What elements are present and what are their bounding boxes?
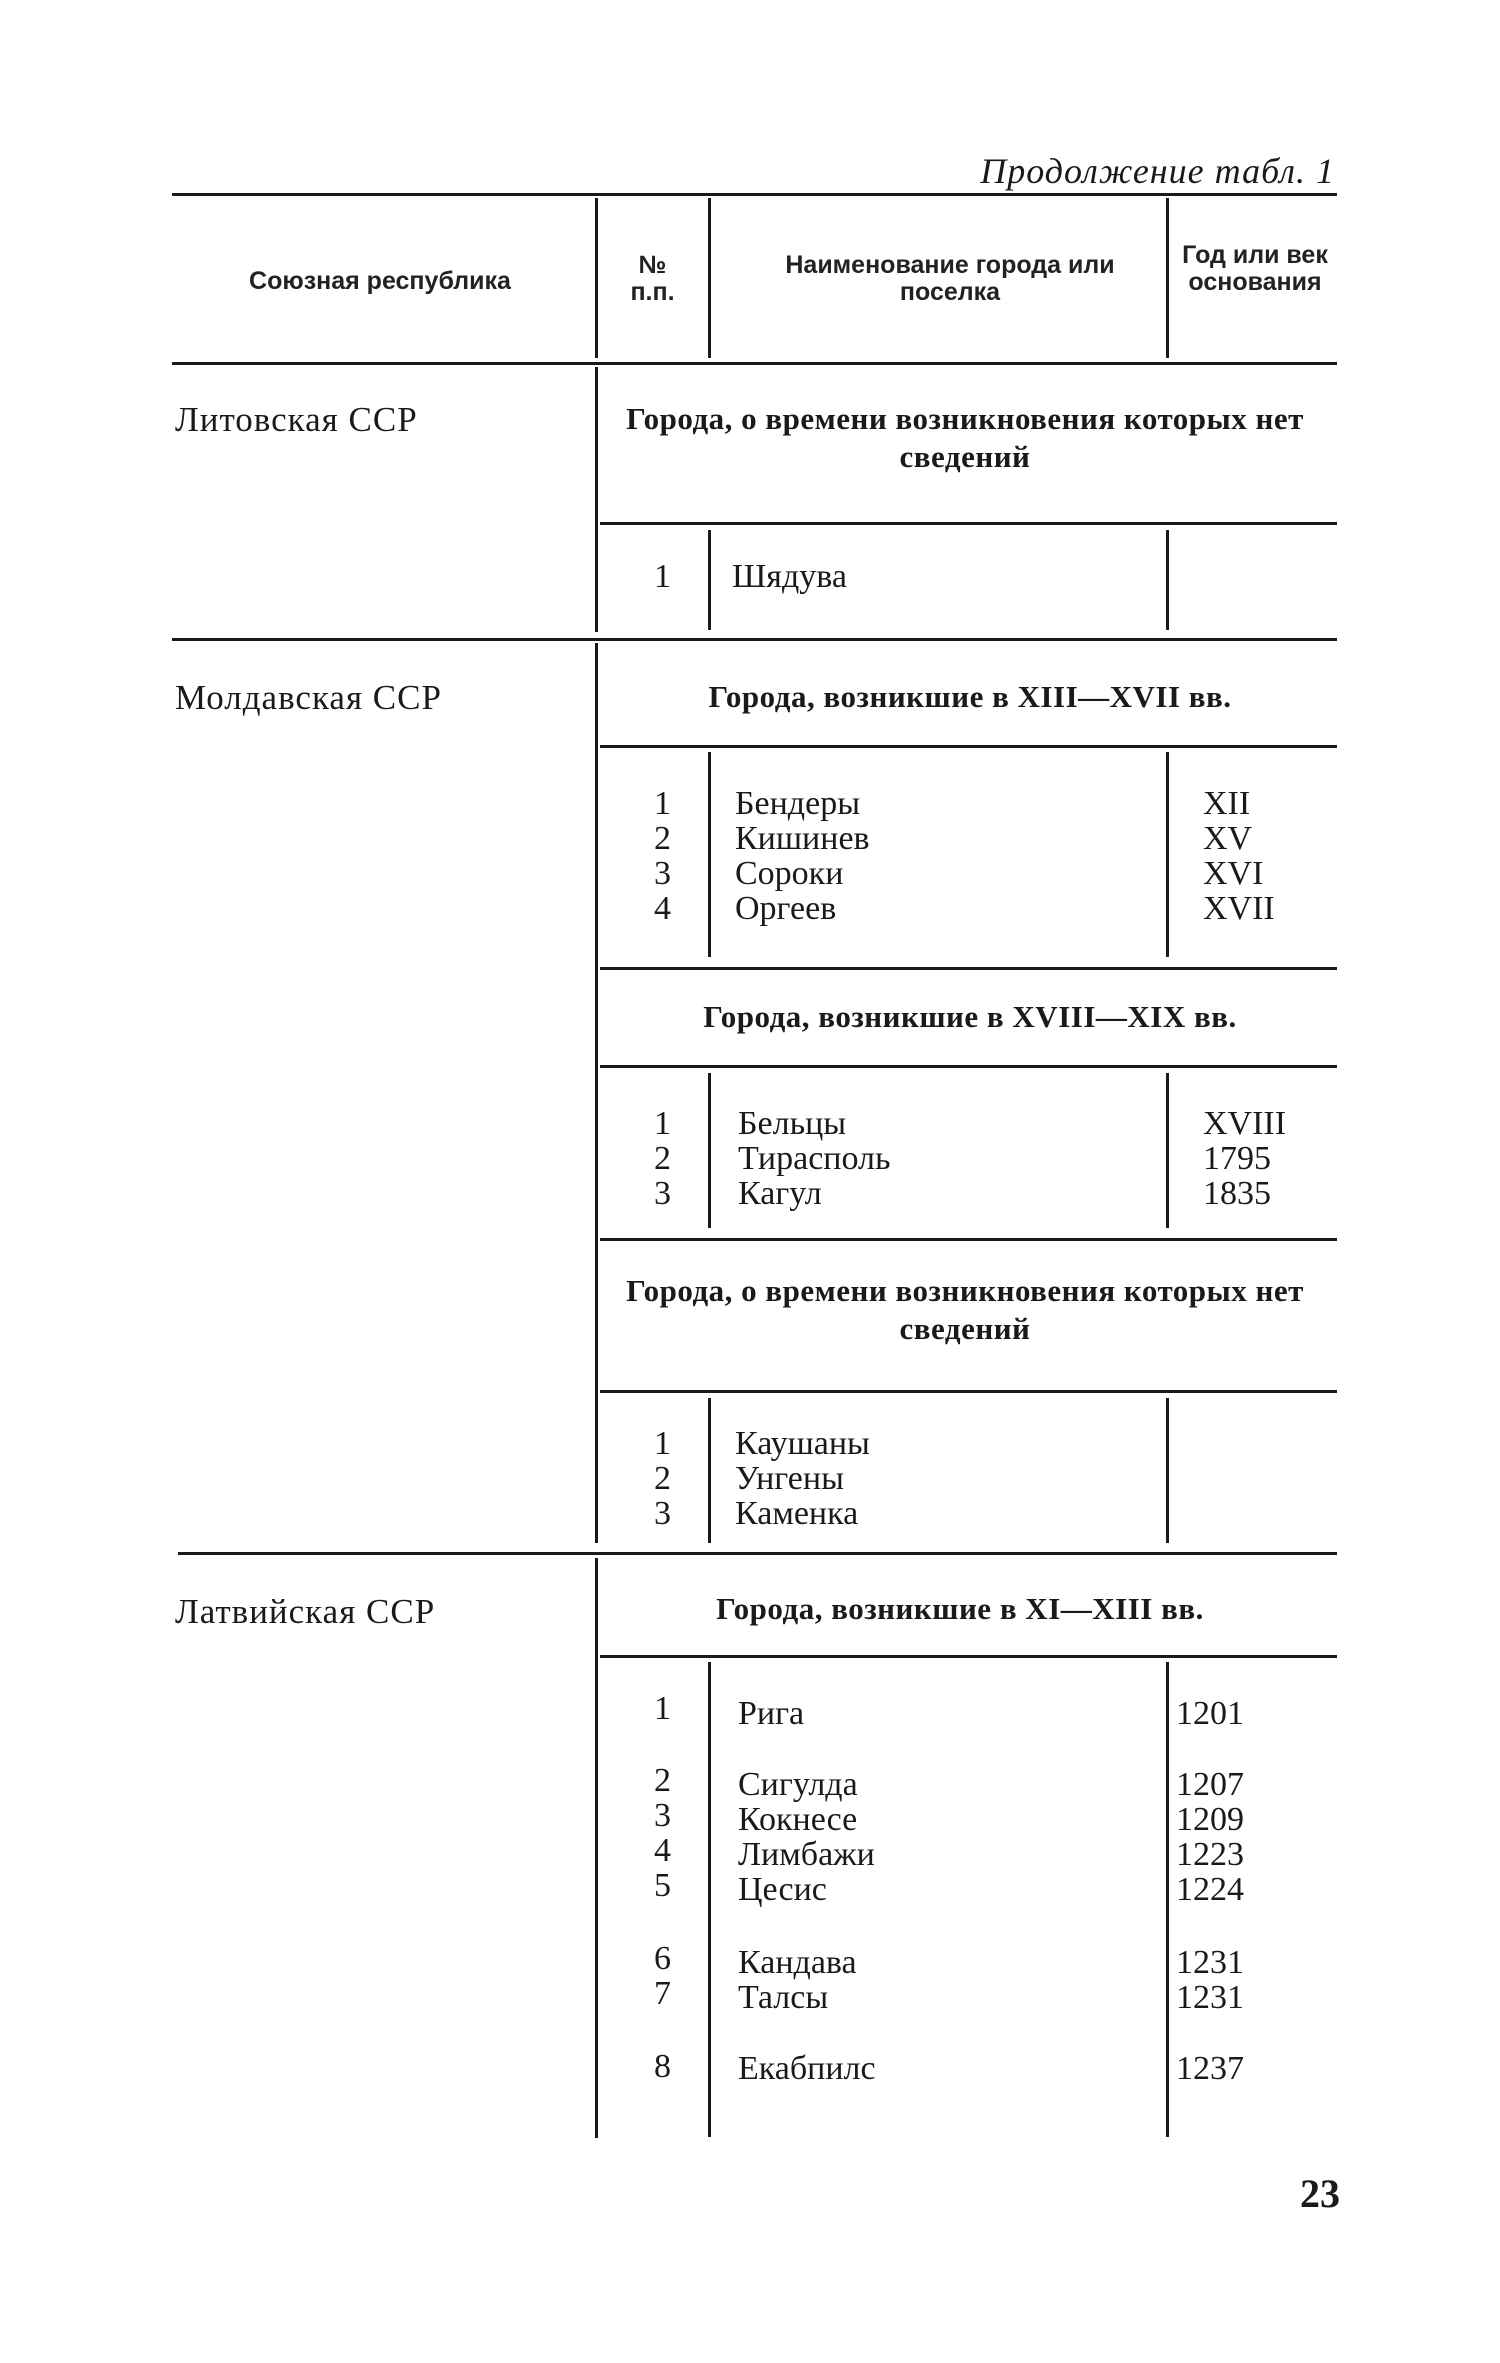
row-num: 5: [654, 1867, 671, 1904]
republic-moldova: Молдавская ССР: [175, 678, 442, 717]
group-title: Города, возникшие в XI—XIII вв.: [716, 1591, 1204, 1626]
row-city: Шядува: [732, 558, 847, 595]
row-city: Кандава: [738, 1944, 857, 1981]
row-num: 1: [654, 1690, 671, 1727]
section-divider: [595, 643, 598, 1543]
header-bottom-rule: [172, 362, 1337, 365]
row-city: Сороки: [735, 855, 844, 892]
header-divider-2: [708, 198, 711, 358]
year-divider: [1166, 1073, 1169, 1228]
row-num: 2: [654, 1140, 671, 1177]
group-rule: [600, 1390, 1337, 1393]
num-divider: [708, 752, 711, 957]
header-top-rule: [172, 193, 1337, 196]
row-city: Талсы: [738, 1979, 829, 2016]
row-num: 2: [654, 820, 671, 857]
year-divider: [1166, 752, 1169, 957]
row-city: Сигулда: [738, 1766, 858, 1803]
row-year: 1795: [1203, 1140, 1271, 1177]
group-title: Города, возникшие в XVIII—XIX вв.: [703, 999, 1237, 1034]
row-year: 1835: [1203, 1175, 1271, 1212]
row-year: 1207: [1176, 1766, 1244, 1803]
group-title: Города, возникшие в XIII—XVII вв.: [708, 679, 1232, 714]
section-rule: [172, 638, 1337, 641]
group-title: Города, о времени возникновения которых нет сведений: [626, 401, 1304, 474]
row-num: 6: [654, 1940, 671, 1977]
section-rule: [178, 1552, 1337, 1555]
row-year: 1223: [1176, 1836, 1244, 1873]
num-divider: [708, 1662, 711, 2137]
header-divider-1: [595, 198, 598, 358]
group-rule: [600, 1065, 1337, 1068]
row-num: 1: [654, 1425, 671, 1462]
row-num: 2: [654, 1762, 671, 1799]
row-num: 2: [654, 1460, 671, 1497]
num-divider: [708, 1073, 711, 1228]
table-continuation-caption: Продолжение табл. 1: [980, 151, 1335, 191]
row-num: 1: [654, 1105, 671, 1142]
row-city: Унгены: [735, 1460, 844, 1497]
row-num: 3: [654, 1495, 671, 1532]
row-num: 8: [654, 2048, 671, 2085]
year-divider: [1166, 1398, 1169, 1543]
row-city: Каменка: [735, 1495, 859, 1532]
group-rule: [600, 522, 1337, 525]
section-divider: [595, 367, 598, 632]
header-city: Наименование города или поселка: [785, 251, 1115, 306]
row-num: 3: [654, 1175, 671, 1212]
republic-lithuania: Литовская ССР: [175, 400, 418, 439]
num-divider: [708, 530, 711, 630]
row-city: Каушаны: [735, 1425, 870, 1462]
row-city: Бендеры: [735, 785, 861, 822]
row-city: Кокнесе: [738, 1801, 858, 1838]
row-year: 1231: [1176, 1979, 1244, 2016]
group-rule: [600, 1238, 1337, 1241]
row-city: Оргеев: [735, 890, 837, 927]
row-num: 4: [654, 890, 671, 927]
row-num: 1: [654, 785, 671, 822]
row-year: 1224: [1176, 1871, 1244, 1908]
row-num: 4: [654, 1832, 671, 1869]
row-city: Екабпилс: [738, 2050, 876, 2087]
row-num: 3: [654, 1797, 671, 1834]
row-year: XV: [1203, 820, 1253, 857]
row-num: 3: [654, 855, 671, 892]
row-city: Цесис: [738, 1871, 827, 1908]
year-divider: [1166, 1662, 1169, 2137]
page-number: 23: [1300, 2171, 1340, 2216]
row-city: Лимбажи: [738, 1836, 875, 1873]
row-year: XII: [1203, 785, 1251, 822]
group-title: Города, о времени возникновения которых нет сведений: [626, 1273, 1304, 1346]
row-city: Кишинев: [735, 820, 870, 857]
row-year: 1201: [1176, 1695, 1244, 1732]
row-num: 1: [654, 558, 671, 595]
header-divider-3: [1166, 198, 1169, 358]
row-num: 7: [654, 1975, 671, 2012]
section-divider: [595, 1558, 598, 2138]
row-year: 1237: [1176, 2050, 1244, 2087]
row-year: 1231: [1176, 1944, 1244, 1981]
header-year: Год или век основания: [1182, 241, 1328, 296]
republic-latvia: Латвийская ССР: [175, 1592, 436, 1631]
header-republic: Союзная республика: [249, 267, 511, 295]
num-divider: [708, 1398, 711, 1543]
year-divider: [1166, 530, 1169, 630]
header-num: № п.п.: [630, 251, 675, 306]
row-year: 1209: [1176, 1801, 1244, 1838]
row-year: XVI: [1203, 855, 1264, 892]
row-year: XVII: [1203, 890, 1275, 927]
group-rule: [600, 745, 1337, 748]
row-city: Кагул: [738, 1175, 822, 1212]
group-rule: [600, 1655, 1337, 1658]
group-rule: [600, 967, 1337, 970]
row-city: Тирасполь: [738, 1140, 891, 1177]
row-city: Рига: [738, 1695, 805, 1732]
row-year: XVIII: [1203, 1105, 1287, 1142]
row-city: Бельцы: [738, 1105, 847, 1142]
